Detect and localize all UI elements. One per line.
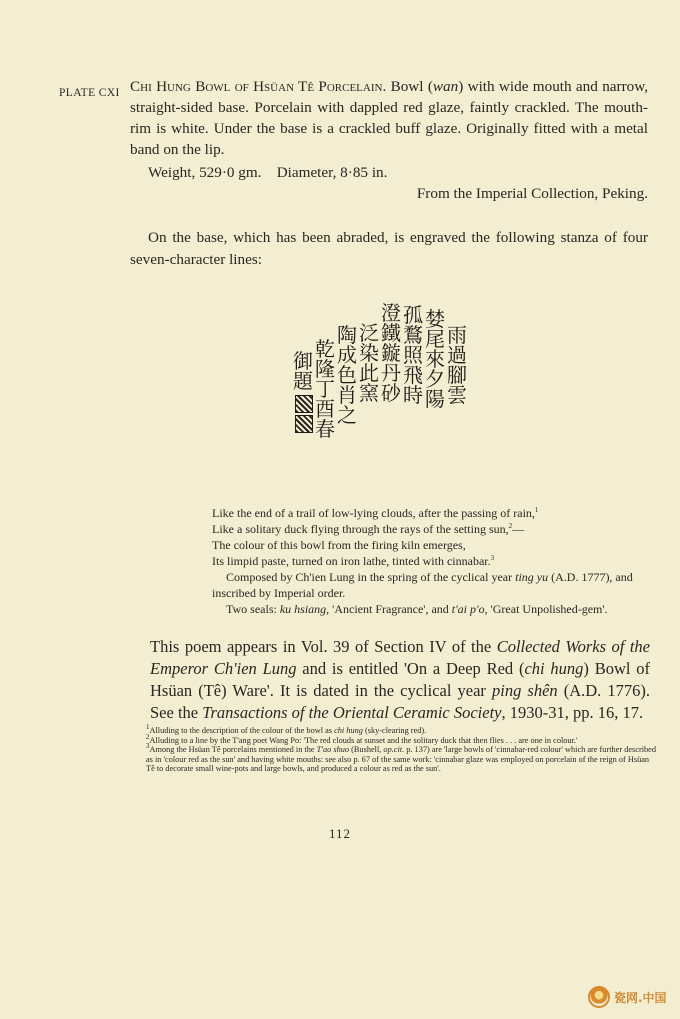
footnotes: [146, 723, 656, 774]
poem-translation: [212, 505, 538, 569]
inscription-column-4: 澄 鐵 鏇 丹 砂: [381, 301, 401, 405]
poem-line: Like the end of a trail of low-lying clouds, after the passing of rain,$^1$: [212, 506, 539, 520]
provenance: From the Imperial Collection, Peking.: [416, 185, 648, 202]
ku-hsiang-seal: [295, 395, 313, 413]
plate-title: Chi Hung Bowl of Hsüan Tê Porcelain.: [130, 78, 387, 95]
seals-note: Two seals: ku hsiang, 'Ancient Fragrance', and t'ai p'o, 'Great Unpolished-gem'.: [226, 602, 608, 616]
composition-note: Composed by Ch'ien Lung in the spring of the cyclical year ting yu (A.D. 1777), and inscribed by Imperial order.: [212, 570, 633, 600]
measurements: Weight, 529·0 gm. Diameter, 8·85 in.: [148, 164, 388, 181]
closing-paragraph: This poem appears in Vol. 39 of Section IV of the Collected Works of the Emperor Ch'ien Lung and is entitled 'On a Deep Red (chi hung) Bowl of Hsüan (Tê) Ware'. It is dated in the cyclical year ping shên (A.D. 1776). See the Transactions of the Oriental Ceramic Society, 1930-31, pp. 16, 17.: [150, 637, 650, 722]
inscription-column-8: 御 題: [293, 349, 313, 393]
inscription-column-6: 陶 成 色 肖 之: [337, 323, 357, 427]
tai-po-seal: [295, 415, 313, 433]
poem-line: The colour of this bowl from the firing kiln emerges,: [212, 538, 466, 552]
poem-line: Like a solitary duck flying through the rays of the setting sun,$^2$—: [212, 522, 525, 536]
poem-credit: [212, 570, 652, 618]
watermark: [588, 986, 667, 1008]
watermark-text: 瓷网.中国: [614, 990, 667, 1005]
description-paragraph: Chi Hung Bowl of Hsüan Tê Porcelain. Bowl (wan) with wide mouth and narrow, straight-sided base. Porcelain with dappled red glaze, faintly crackled. The mouth-rim is white. Under the base is a crackled buff glaze. Originally fitted with a metal band on the lip.: [130, 78, 649, 158]
footnote-1: $^1$Alluding to the description of the colour of the bowl as chi hung (sky-clearing red).: [146, 723, 427, 735]
footnote-2: $^2$Alluding to a line by the T'ang poet Wang Po: 'The red clouds at sunset and the solitary duck that then flies . . . are one in colour.': [146, 732, 578, 745]
inscription-column-5: 泛 染 此 窯: [359, 321, 379, 405]
page-number: 112: [328, 826, 352, 841]
footnote-3: $^3$Among the Hsüan Tê porcelains mentioned in the T'ao shuo (Bushell, op.cit. p. 137) are 'large bowls of 'cinnabar-red colour' which are further described as in 'colour red as the sun' and having white mouths: see also p. 67 of the same work: 'cinnabar glaze was employed on porcelain of the reign of Hsüan Tê to decorate small wine-pots and large bowls, and produced a colour as red as the sun'.: [146, 742, 656, 774]
inscription-column-1: 雨 過 腳 雲: [447, 323, 467, 407]
chinese-inscription: [293, 301, 468, 475]
poem-line: Its limpid paste, turned on iron lathe, tinted with cinnabar.$^3$: [212, 554, 495, 568]
watermark-logo-icon: [588, 986, 610, 1008]
inscription-column-3: 孤 鶩 照 飛 時: [403, 303, 423, 407]
inscription-column-2: 婪 尾 來 夕 陽: [425, 307, 445, 411]
base-note: On the base, which has been abraded, is engraved the following stanza of four seven-character lines:: [130, 229, 648, 268]
plate-label: PLATE CXI: [59, 87, 120, 99]
inscription-column-7: 乾 隆 丁 酉 春: [315, 337, 335, 441]
